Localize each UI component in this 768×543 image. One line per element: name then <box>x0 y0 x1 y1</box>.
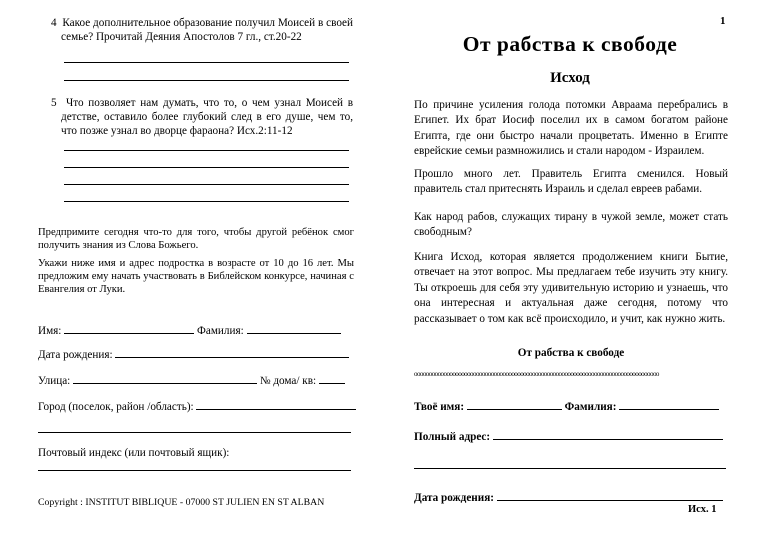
name-label: Имя: <box>38 325 62 337</box>
form-title: От рабства к свободе <box>517 347 625 359</box>
city-label: Город (поселок, район /область): <box>38 401 194 413</box>
street-row <box>38 372 358 388</box>
answer-line-5b[interactable] <box>64 167 349 168</box>
question-4-number: 4 <box>51 17 57 29</box>
question-5-number: 5 <box>51 97 57 109</box>
answer-line-5a[interactable] <box>64 150 349 151</box>
coupon-address-extra-line[interactable] <box>414 468 726 469</box>
coupon-surname-field[interactable] <box>619 398 719 410</box>
coupon-birth-row <box>414 489 730 505</box>
separator-line: ooooooooooooooooooooooooooooooooooooooooooooooooooooooooooooooooooooooooooooooooooo <box>414 370 659 378</box>
answer-line-5c[interactable] <box>64 184 349 185</box>
intro-paragraph-1: По причине усиления голода потомки Авраама перебрались в Египет. Их брат Иосиф поселил их в самом богатом районе Египта, где они быстро начали процветать. Именно в Египте еврейские семьи размножились и стали народом - Израилем. <box>414 99 728 158</box>
answer-line-5d[interactable] <box>64 201 349 202</box>
footer-reference: Исх. 1 <box>688 504 717 515</box>
page-title: От рабства к свободе <box>462 32 678 56</box>
surname-field[interactable] <box>247 322 341 334</box>
postal-label: Почтовый индекс (или почтовый ящик): <box>38 447 230 459</box>
coupon-name-row <box>414 398 730 414</box>
name-row <box>38 322 358 338</box>
question-5 <box>45 96 353 138</box>
coupon-address-label: Полный адрес: <box>414 431 491 443</box>
intro-paragraph-3: Как народ рабов, служащих тирану в чужой земле, может стать свободным? <box>414 211 728 239</box>
question-4 <box>45 16 353 44</box>
coupon-address-row <box>414 428 730 444</box>
question-5-text: Что позволяет нам думать, что то, о чем узнал Моисей в детстве, оставило более глубокий след в его душе, чем то, что позже узнал во дворце фараона? Исх.2:11-12 <box>61 97 353 137</box>
street-label: Улица: <box>38 375 71 387</box>
coupon-birth-field[interactable] <box>497 489 723 501</box>
coupon-name-field[interactable] <box>467 398 562 410</box>
coupon-name-label: Твоё имя: <box>414 401 465 413</box>
question-4-text: Какое дополнительное образование получил Моисей в своей семье? Прочитай Деяния Апостолов 7 гл., ст.20-22 <box>61 17 354 43</box>
invite-paragraph-2: Укажи ниже имя и адрес подростка в возрасте от 10 до 16 лет. Мы предложим ему начать участвовать в Библейском конкурсе, начиная с Евангелия от Луки. <box>38 258 354 295</box>
street-field[interactable] <box>73 372 257 384</box>
city-extra-line[interactable] <box>38 432 351 433</box>
coupon-birth-label: Дата рождения: <box>414 492 494 504</box>
intro-paragraph-4: Книга Исход, которая является продолжением книги Бытие, отвечает на этот вопрос. Мы предлагаем тебе изучить эту книгу. Ты откроешь для себя эту удивительную историю и узнаешь, что она интересная и актуальная даже сегодня, потому что рассказывает о том как всё происходило, и учит, как нужно жить. <box>414 251 728 325</box>
invite-paragraph-1: Предпримите сегодня что-то для того, чтобы другой ребёнок смог получить знания из Слова Божьего. <box>38 227 354 251</box>
birth-field[interactable] <box>115 346 349 358</box>
coupon-surname-label: Фамилия: <box>564 401 617 413</box>
postal-field[interactable] <box>38 470 351 471</box>
birth-label: Дата рождения: <box>38 349 113 361</box>
city-field[interactable] <box>196 398 356 410</box>
surname-label: Фамилия: <box>197 325 244 337</box>
house-label: № дома/ кв: <box>259 375 317 387</box>
house-field[interactable] <box>319 372 345 384</box>
intro-paragraph-2: Прошло много лет. Правитель Египта сменился. Новый правитель стал притеснять Израиль и сделал евреев рабами. <box>414 168 728 196</box>
answer-line-4b[interactable] <box>64 80 349 81</box>
page-number: 1 <box>720 15 726 27</box>
page-subtitle: Исход <box>550 70 590 86</box>
name-field[interactable] <box>64 322 194 334</box>
coupon-address-field[interactable] <box>493 428 723 440</box>
birth-row <box>38 346 358 362</box>
city-row <box>38 398 358 414</box>
copyright-text: Copyright : INSTITUT BIBLIQUE - 07000 ST JULIEN EN ST ALBAN <box>38 497 325 508</box>
answer-line-4a[interactable] <box>64 62 349 63</box>
